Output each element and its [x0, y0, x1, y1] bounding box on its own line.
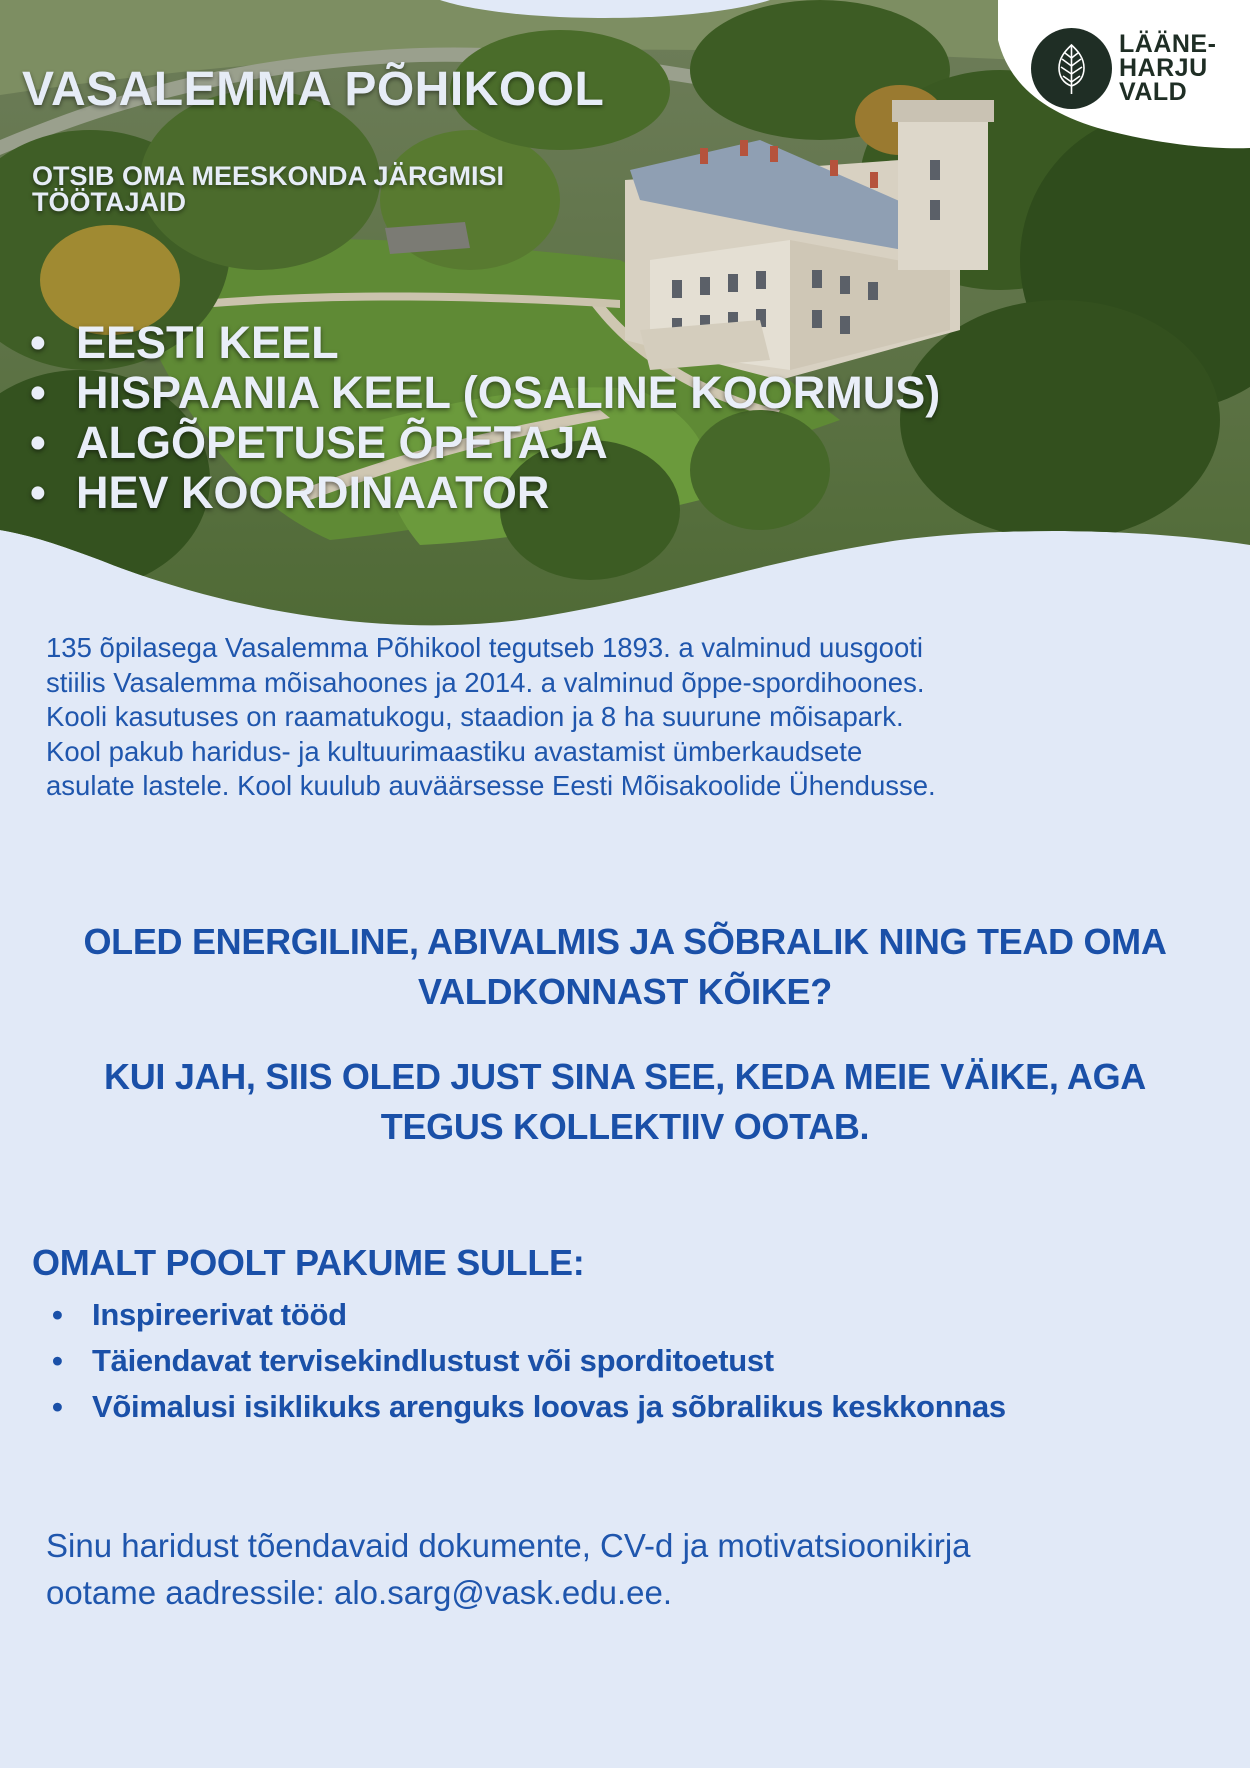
- bullet: •: [30, 367, 46, 418]
- application-contact: [46, 1522, 1196, 1616]
- offer-label: Täiendavat tervisekindlustust või sporditoetust: [92, 1343, 774, 1378]
- offer-item: [52, 1384, 1006, 1430]
- bullet: •: [30, 467, 46, 518]
- bullet: •: [30, 417, 46, 468]
- logo-line-2: HARJU: [1119, 54, 1208, 82]
- bullet: •: [52, 1389, 63, 1424]
- offer-list: [52, 1292, 1006, 1430]
- description-line: Kool pakub haridus- ja kultuurimaastiku avastamist ümberkaudsete: [46, 735, 863, 767]
- question-line: OLED ENERGILINE, ABIVALMIS JA SÕBRALIK NING TEAD OMA: [83, 921, 1167, 962]
- school-subtitle: [32, 163, 632, 215]
- description-line: asulate lastele. Kool kuulub auväärsesse Eesti Mõisakoolide Ühendusse.: [46, 770, 936, 801]
- description-line: 135 õpilasega Vasalemma Põhikool tegutseb 1893. a valminud uusgooti: [46, 632, 924, 663]
- offer-item: [52, 1338, 1006, 1384]
- top-wave-shape: [440, 0, 770, 20]
- contact-line-email[interactable]: ootame aadressile: alo.sarg@vask.edu.ee.: [46, 1574, 673, 1611]
- tree-icon: [1031, 28, 1112, 109]
- answer-line: TEGUS KOLLEKTIIV OOTAB.: [380, 1106, 870, 1147]
- position-label: EESTI KEEL: [76, 317, 339, 368]
- job-positions-list: [30, 318, 940, 518]
- position-label: ALGÕPETUSE ÕPETAJA: [76, 417, 608, 468]
- position-item: [30, 318, 940, 368]
- position-item: [30, 418, 940, 468]
- logo-line-3: VALD: [1119, 78, 1188, 106]
- position-item: [30, 368, 940, 418]
- offer-heading: OMALT POOLT PAKUME SULLE:: [32, 1242, 585, 1283]
- question-line: VALDKONNAST KÕIKE?: [418, 971, 832, 1012]
- offer-label: Võimalusi isiklikuks arenguks loovas ja sõbralikus keskkonnas: [92, 1389, 1006, 1424]
- bullet: •: [52, 1343, 63, 1378]
- bullet: •: [52, 1297, 63, 1332]
- lääne-harju-logo-text: [1119, 32, 1244, 104]
- position-label: HEV KOORDINAATOR: [76, 467, 550, 518]
- offer-item: [52, 1292, 1006, 1338]
- bullet: •: [30, 317, 46, 368]
- offer-label: Inspireerivat tööd: [92, 1297, 347, 1332]
- contact-line: Sinu haridust tõendavaid dokumente, CV-d ja motivatsioonikirja: [46, 1527, 971, 1564]
- school-title: VASALEMMA PÕHIKOOL: [22, 63, 605, 116]
- description-line: stiilis Vasalemma mõisahoones ja 2014. a valminud õppe-spordihoones.: [46, 666, 925, 698]
- answer-line: KUI JAH, SIIS OLED JUST SINA SEE, KEDA MEIE VÄIKE, AGA: [104, 1056, 1146, 1097]
- hero-photo-section: [0, 0, 1250, 640]
- position-label: HISPAANIA KEEL (OSALINE KOORMUS): [76, 367, 941, 418]
- position-item: [30, 468, 940, 518]
- description-line: Kooli kasutuses on raamatukogu, staadion ja 8 ha suurune mõisapark.: [46, 701, 904, 732]
- candidate-question: [30, 917, 1220, 1017]
- candidate-answer: [30, 1052, 1220, 1152]
- subtitle-line-2: TÖÖTAJAID: [32, 187, 186, 217]
- lääne-harju-logo-emblem: [1031, 28, 1112, 109]
- logo-line-1: LÄÄNE-: [1119, 30, 1217, 58]
- school-description: [46, 631, 1216, 804]
- subtitle-line-1: OTSIB OMA MEESKONDA JÄRGMISI: [32, 161, 505, 191]
